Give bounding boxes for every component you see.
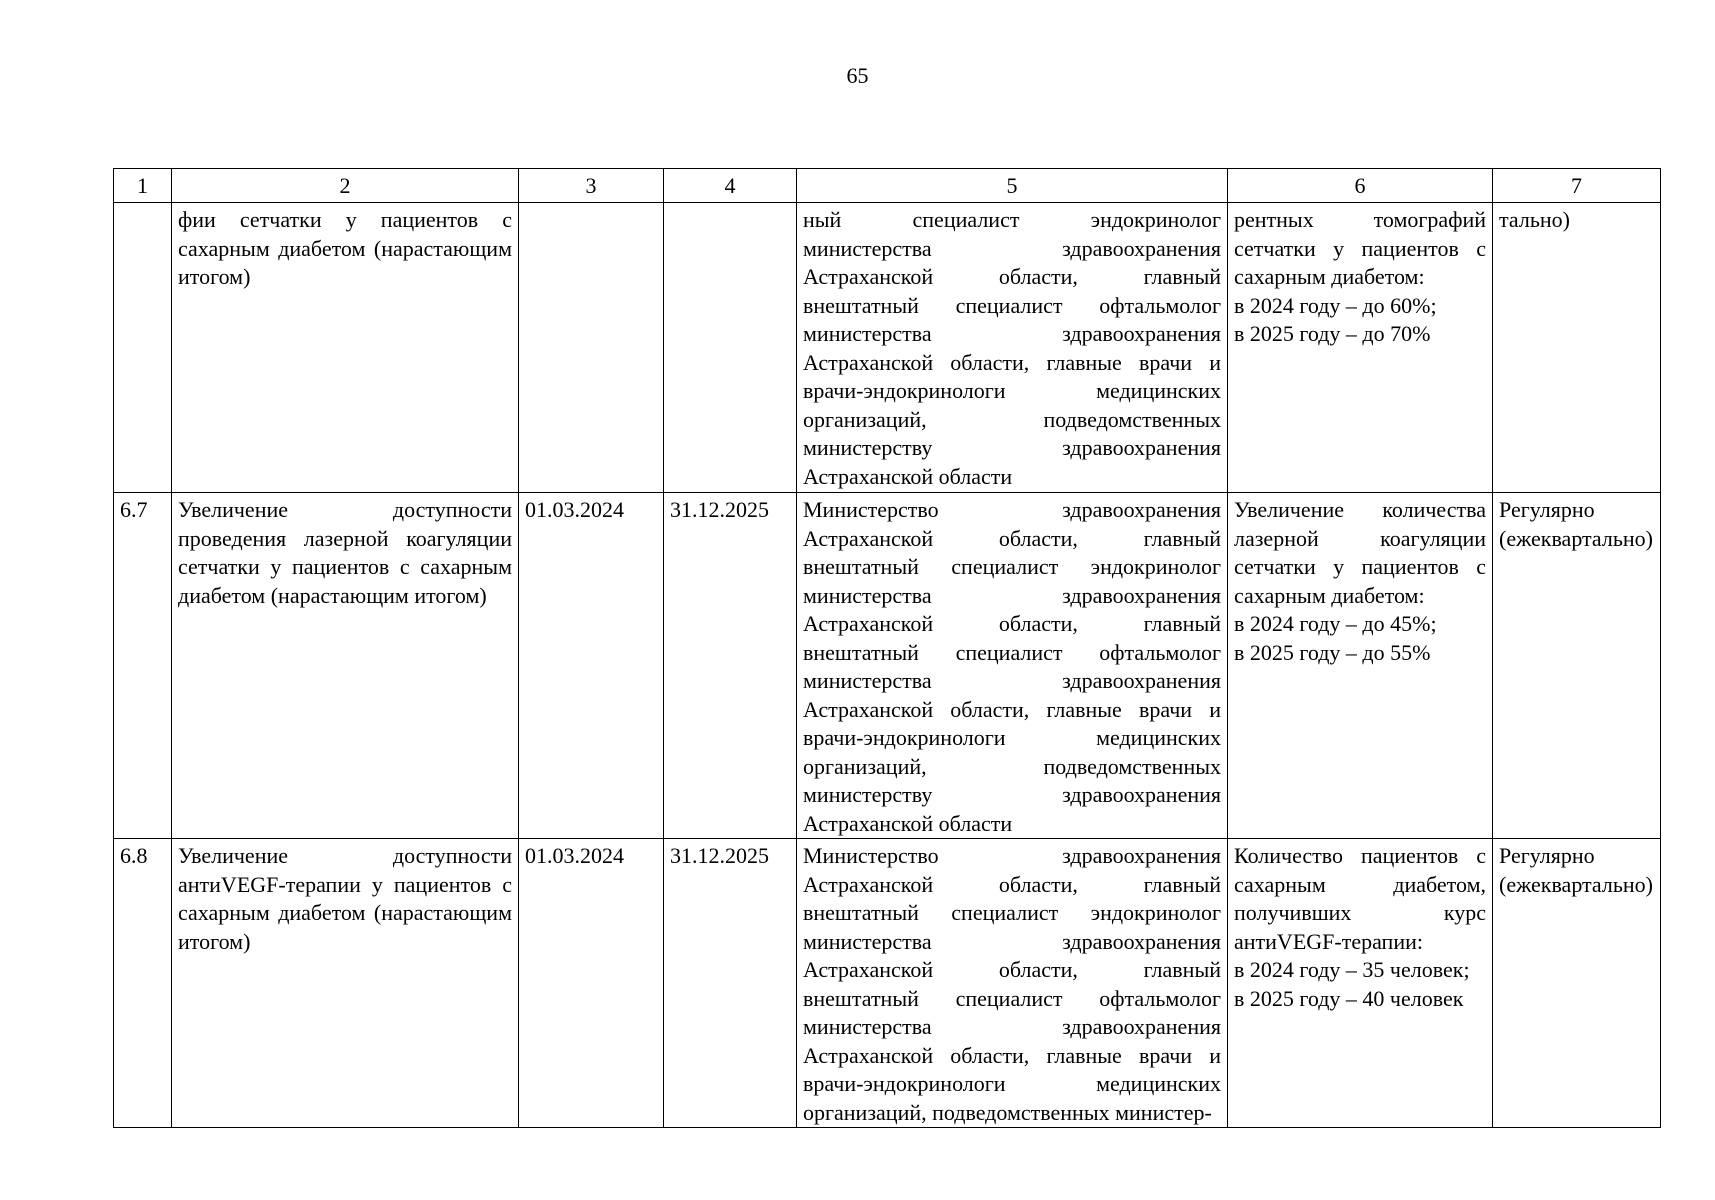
column-header: 1 — [114, 169, 172, 203]
item-number — [114, 203, 172, 493]
measure-name: Увеличение доступности проведения лазерной коагуляции сетчатки у пациентов с сахарным диабетом (нарастающим итогом) — [172, 493, 519, 839]
frequency: Регулярно (ежеквартально) — [1493, 839, 1661, 1128]
table-row — [114, 203, 1661, 493]
table-row — [114, 839, 1661, 1128]
responsible-executors: Министерство здравоохранения Астраханской области, главный внештатный специалист эндокринолог министерства здравоохранения Астраханской области, главный внештатный специалист офтальмолог министерства здравоохранения Астраханской области, главные врачи и врачи-эндокринологи медицинских организаций, подведомственных министерству здравоохранения Астраханской области — [797, 493, 1228, 839]
column-header: 7 — [1493, 169, 1661, 203]
column-header: 6 — [1228, 169, 1493, 203]
responsible-executors: ный специалист эндокринолог министерства здравоохранения Астраханской области, главный внештатный специалист офтальмолог министерства здравоохранения Астраханской области, главные врачи и врачи-эндокринологи медицинских организаций, подведомственных министерству здравоохранения Астраханской области — [797, 203, 1228, 493]
measures-table — [113, 168, 1661, 1128]
item-number: 6.8 — [114, 839, 172, 1128]
frequency: Регулярно (ежеквартально) — [1493, 493, 1661, 839]
responsible-executors: Министерство здравоохранения Астраханской области, главный внештатный специалист эндокринолог министерства здравоохранения Астраханской области, главный внештатный специалист офтальмолог министерства здравоохранения Астраханской области, главные врачи и врачи-эндокринологи медицинских организаций, подведомственных министер- — [797, 839, 1228, 1128]
measure-name: фии сетчатки у пациентов с сахарным диабетом (нарастающим итогом) — [172, 203, 519, 493]
start-date: 01.03.2024 — [519, 839, 664, 1128]
page-number: 65 — [846, 63, 869, 88]
column-header: 4 — [664, 169, 797, 203]
end-date: 31.12.2025 — [664, 839, 797, 1128]
expected-result: Увеличение количества лазерной коагуляции сетчатки у пациентов с сахарным диабетом: в 2024 году – до 45%; в 2025 году – до 55% — [1228, 493, 1493, 839]
start-date — [519, 203, 664, 493]
end-date: 31.12.2025 — [664, 493, 797, 839]
measure-name: Увеличение доступности антиVEGF-терапии у пациентов с сахарным диабетом (нарастающим итогом) — [172, 839, 519, 1128]
column-header: 5 — [797, 169, 1228, 203]
start-date: 01.03.2024 — [519, 493, 664, 839]
column-header: 2 — [172, 169, 519, 203]
expected-result: рентных томографий сетчатки у пациентов с сахарным диабетом: в 2024 году – до 60%; в 2025 году – до 70% — [1228, 203, 1493, 493]
table-row — [114, 493, 1661, 839]
table-header-row — [114, 169, 1661, 203]
item-number: 6.7 — [114, 493, 172, 839]
frequency: тально) — [1493, 203, 1661, 493]
end-date — [664, 203, 797, 493]
column-header: 3 — [519, 169, 664, 203]
expected-result: Количество пациентов с сахарным диабетом, получивших курс антиVEGF-терапии: в 2024 году – 35 человек; в 2025 году – 40 человек — [1228, 839, 1493, 1128]
